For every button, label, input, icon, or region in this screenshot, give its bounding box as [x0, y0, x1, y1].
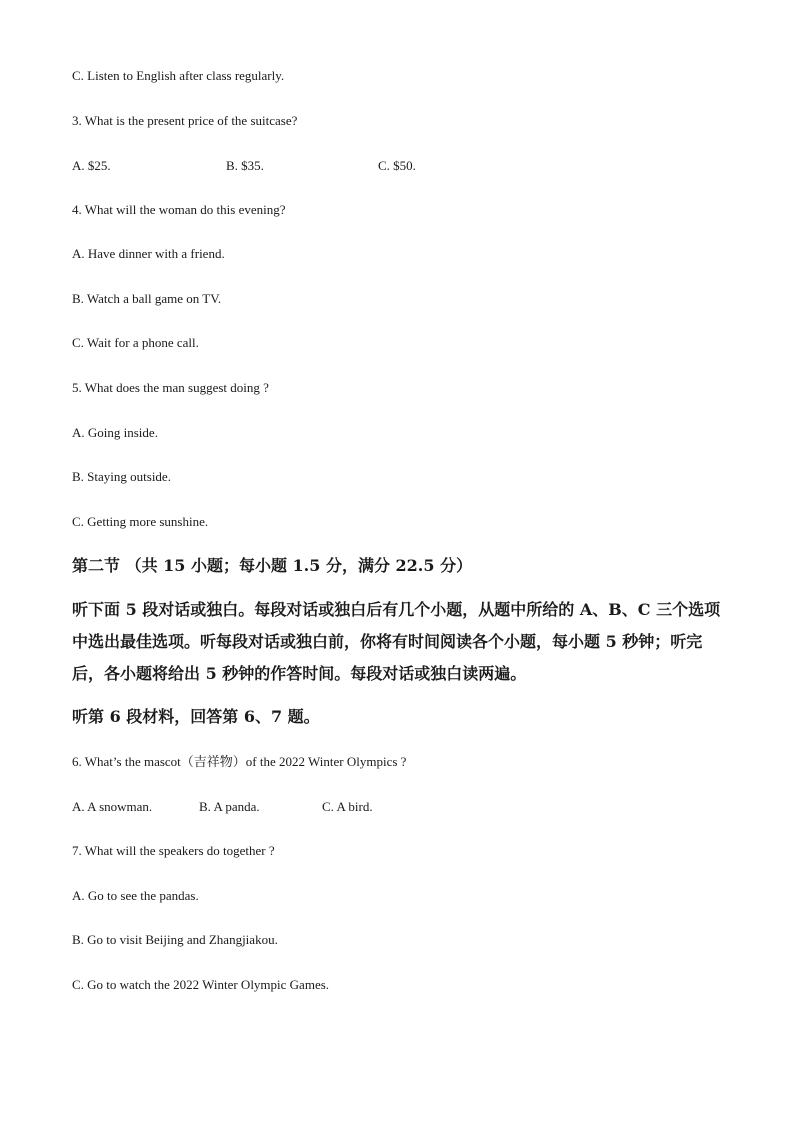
q6-question: 6. What’s the mascot（吉祥物）of the 2022 Winter Olympics ?	[72, 754, 407, 769]
q5-option-c: C. Getting more sunshine.	[72, 514, 209, 529]
q6-option-b: B. A panda.	[199, 799, 260, 814]
q2-option-c: C. Listen to English after class regularly.	[72, 68, 285, 83]
q4-option-c: C. Wait for a phone call.	[72, 335, 199, 350]
q7-question: 7. What will the speakers do together ?	[72, 843, 275, 858]
q4-option-b: B. Watch a ball game on TV.	[72, 291, 222, 306]
q3-question: 3. What is the present price of the suitcase?	[72, 113, 298, 128]
q5-option-a: A. Going inside.	[72, 425, 158, 440]
section2-title: 第二节 （共 15 小题；每小题 1.5 分，满分 22.5 分）	[72, 556, 473, 575]
q5-option-b: B. Staying outside.	[72, 469, 171, 484]
q3-option-b: B. $35.	[226, 158, 264, 173]
q6-option-a: A. A snowman.	[72, 799, 153, 814]
q3-option-a: A. $25.	[72, 158, 111, 173]
q7-option-c: C. Go to watch the 2022 Winter Olympic Games.	[72, 977, 330, 992]
q7-option-a: A. Go to see the pandas.	[72, 888, 199, 903]
q6-option-c: C. A bird.	[322, 799, 373, 814]
q7-option-b: B. Go to visit Beijing and Zhangjiakou.	[72, 932, 278, 947]
q4-question: 4. What will the woman do this evening?	[72, 202, 286, 217]
q3-option-c: C. $50.	[378, 158, 416, 173]
q5-question: 5. What does the man suggest doing ?	[72, 380, 269, 395]
material-6-heading: 听第 6 段材料，回答第 6、7 题。	[72, 707, 320, 726]
q4-option-a: A. Have dinner with a friend.	[72, 246, 225, 261]
section2-instructions: 听下面 5 段对话或独白。每段对话或独白后有几个小题，从题中所给的 A、B、C 三个选项中选出最佳选项。听每段对话或独白前，你将有时间阅读各个小题，每小题 5 秒钟；听完后，各小题将给出 5 秒钟的作答时间。每段对话或独白读两遍。	[72, 600, 721, 683]
